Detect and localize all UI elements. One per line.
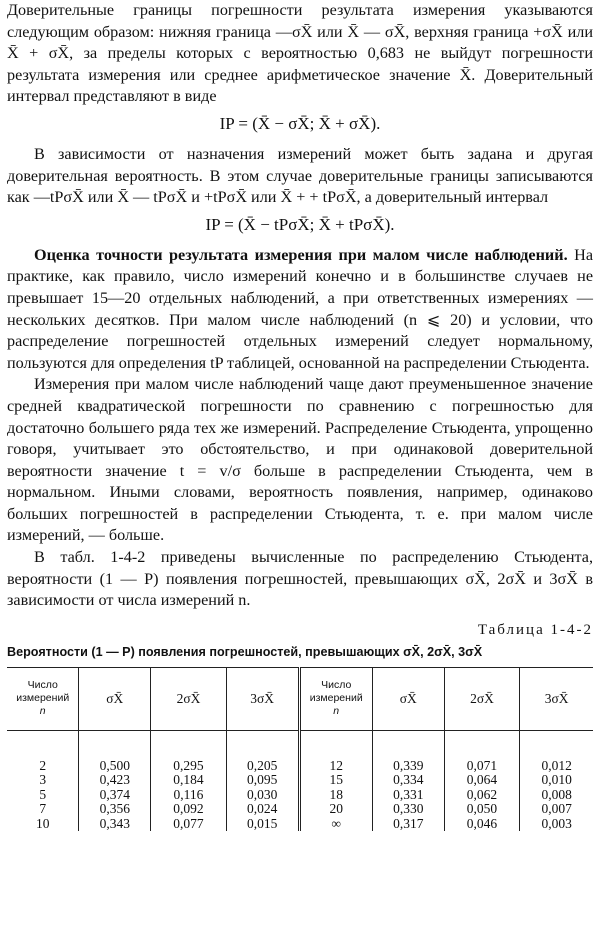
header-n-right — [299, 667, 372, 730]
cell: 0,071 — [466, 757, 498, 773]
cell: 15 — [329, 772, 343, 788]
cell: 0,343 — [99, 815, 130, 831]
cell: 0,077 — [173, 815, 204, 831]
cell: 18 — [329, 786, 343, 802]
cell: 3 — [39, 772, 47, 788]
header-sigma-right: σX̄ — [372, 667, 444, 730]
header-n-line3-right: n — [333, 705, 340, 718]
table-number: Таблица 1-4-2 — [477, 621, 593, 638]
column-3sigma-left — [226, 730, 299, 831]
header-n-line3: n — [39, 705, 46, 718]
column-n-right — [299, 730, 372, 831]
header-3sigma-left: 3σX̄ — [226, 667, 299, 730]
header-n-line1-right: Число — [321, 679, 352, 692]
cell: 12 — [329, 757, 343, 773]
header-n-left — [7, 667, 79, 730]
formula-interval-1: IP = (X̄ − σX̄; X̄ + σX̄). — [219, 113, 381, 133]
header-2sigma-left: 2σX̄ — [151, 667, 227, 730]
column-sigma-right — [372, 730, 444, 831]
section-heading-small-sample: Оценка точности результата измерения при малом числе наблюдений. — [34, 245, 568, 264]
cell: ∞ — [331, 815, 342, 831]
cell: 0,003 — [541, 815, 572, 831]
cell: 2 — [39, 757, 47, 773]
cell: 0,339 — [393, 757, 424, 773]
table-title: Вероятности (1 — P) появления погрешностей, превышающих σX̄, 2σX̄, 3σX̄ — [7, 644, 483, 659]
header-sigma-left: σX̄ — [79, 667, 151, 730]
header-3sigma-right: 3σX̄ — [520, 667, 593, 730]
cell: 0,050 — [466, 801, 498, 817]
column-3sigma-right — [520, 730, 593, 831]
cell: 0,095 — [246, 772, 278, 788]
cell: 10 — [35, 815, 50, 831]
header-n-line2: измерений — [16, 692, 70, 705]
formula-interval-2: IP = (X̄ − tPσX̄; X̄ + tPσX̄). — [205, 214, 395, 234]
header-n-line2-right: измерений — [309, 692, 363, 705]
paragraph-small-sample — [7, 245, 593, 375]
cell: 0,024 — [246, 801, 278, 817]
cell: 0,062 — [466, 786, 498, 802]
document-page — [7, 0, 593, 831]
cell: 20 — [329, 801, 343, 817]
cell: 0,374 — [99, 786, 130, 802]
probability-table — [7, 667, 593, 832]
cell: 0,317 — [393, 815, 424, 831]
column-sigma-left — [79, 730, 151, 831]
column-2sigma-right — [444, 730, 520, 831]
cell: 0,064 — [466, 772, 498, 788]
cell: 0,046 — [466, 815, 498, 831]
cell: 0,184 — [173, 772, 204, 788]
cell: 7 — [39, 801, 47, 817]
paragraph-student-distribution: Измерения при малом числе наблюдений чаще дают преуменьшенное значение средней квадратической погрешности по сравнению с погрешностью для достаточно большего ряда тех же измерений. Распределение Стьюдента, упрощенно говоря, учитывает это обстоятельство, и при одинаковой доверительной вероятности значение t = v/σ больше в распределении Стьюдента, чем в нормальном. Иными словами, вероятность появления, например, одинаково больших погрешностей в распределении Стьюдента, т. е. при малом числе измерений, — больше. — [7, 375, 593, 545]
paragraph-table-intro: В табл. 1-4-2 приведены вычисленные по распределению Стьюдента, вероятности (1 — P) появления погрешностей, превышающих σX̄, 2σX̄ и 3σX̄ в зависимости от числа измерений n. — [7, 548, 593, 610]
cell: 0,007 — [541, 801, 572, 817]
cell: 0,334 — [393, 772, 424, 788]
cell: 5 — [39, 786, 47, 802]
header-n-line1: Число — [27, 679, 58, 692]
cell: 0,092 — [173, 801, 204, 817]
cell: 0,423 — [99, 772, 130, 788]
cell: 0,010 — [541, 772, 572, 788]
header-2sigma-right: 2σX̄ — [444, 667, 520, 730]
cell: 0,331 — [393, 786, 424, 802]
paragraph-confidence-bounds: Доверительные границы погрешности результата измерения указываются следующим образом: нижняя граница —σX̄ или X̄ — σX̄, верхняя граница +σX̄ или X̄ + σX̄, за пределы которых с вероятностью 0,683 не выйдут погрешности результата измерения или среднее арифметическое значение X̄. Доверительный интервал представляют в виде — [7, 1, 593, 106]
cell: 0,356 — [99, 801, 130, 817]
cell: 0,008 — [541, 786, 572, 802]
cell: 0,015 — [246, 815, 278, 831]
cell: 0,012 — [541, 757, 572, 773]
cell: 0,295 — [173, 757, 204, 773]
paragraph-small-sample-body: На практике, как правило, число измерений конечно и в большинстве случаев не превышает 15—20 отдельных наблюдений, а при ответственных измерениях — нескольких десятков. При малом числе наблюдений (n ⩽ 20) и условии, что распределение погрешностей отдельных измерений следует нормальному, пользуются для определения tP таблицей, основанной на распределении Стьюдента. — [7, 245, 594, 372]
column-n-left — [7, 730, 79, 831]
cell: 0,500 — [99, 757, 130, 773]
cell: 0,030 — [246, 786, 278, 802]
column-2sigma-left — [151, 730, 227, 831]
paragraph-other-probability: В зависимости от назначения измерений может быть задана и другая доверительная вероятность. В этом случае доверительные границы записываются как —tPσX̄ или X̄ — tPσX̄ и +tPσX̄ или X̄ + + tPσX̄, а доверительный интервал — [7, 144, 593, 207]
cell: 0,116 — [173, 786, 204, 802]
cell: 0,205 — [246, 757, 278, 773]
cell: 0,330 — [393, 801, 424, 817]
